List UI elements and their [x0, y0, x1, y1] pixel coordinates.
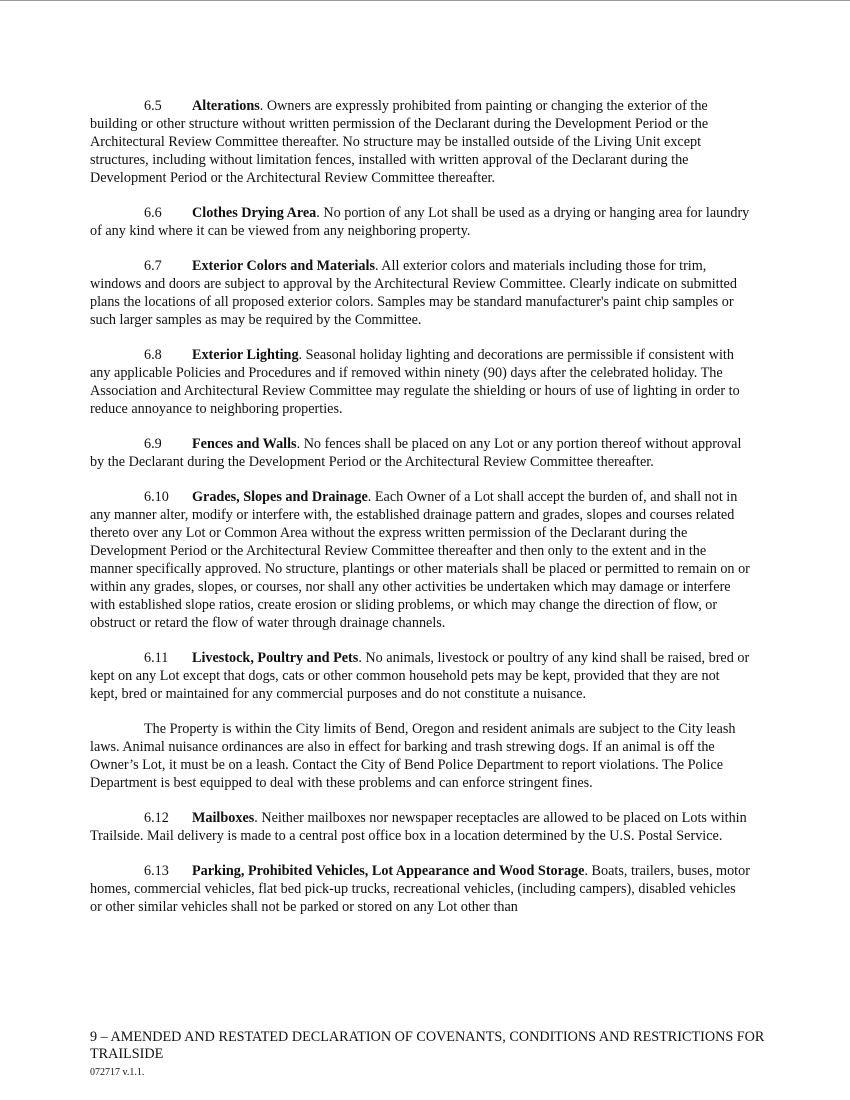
section-6-9: 6.9 Fences and Walls. No fences shall be placed on any Lot or any portion thereof without approval by the Declarant during the Development Period or the Architectural Review Committee thereafter. [90, 436, 742, 470]
section-body: No animals, livestock or poultry of any kind shall be raised, bred or kept on any Lot except that dogs, cats or other common household pets may be kept, provided that they are not kept, bred or maintained for any commercial purposes and do not constitute a nuisance. [90, 650, 750, 702]
section-6-8: 6.8 Exterior Lighting. Seasonal holiday lighting and decorations are permissible if consistent with any applicable Policies and Procedures and if removed within ninety (90) days after the celebrated holiday. The Association and Architectural Review Committee may regulate the shielding or hours of use of lighting in order to reduce annoyance to neighboring properties. [90, 347, 740, 417]
section-body: All exterior colors and materials including those for trim, windows and doors are subject to approval by the Architectural Review Committee. Clearly indicate on submitted plans the locations of all proposed exterior colors. Samples may be standard manufacturer's paint chip samples or such larger samples as may be required by the Committee. [90, 258, 737, 328]
section-number: 6.12 [144, 810, 169, 826]
section-6-13: 6.13 Parking, Prohibited Vehicles, Lot Appearance and Wood Storage. Boats, trailers, buses, motor homes, commercial vehicles, flat bed pick-up trucks, recreational vehicles, (including campers), disabled vehicles or other similar vehicles shall not be parked or stored on any Lot other than [90, 863, 750, 915]
section-heading: Exterior Lighting [192, 347, 299, 363]
section-body: No fences shall be placed on any Lot or any portion thereof without approval by the Declarant during the Development Period or the Architectural Review Committee thereafter. [90, 436, 742, 470]
section-number: 6.10 [144, 489, 169, 505]
section-6-5: 6.5 Alterations. Owners are expressly prohibited from painting or changing the exterior of the building or other structure without written permission of the Declarant during the Development Period or the Architectural Review Committee thereafter. No structure may be installed outside of the Living Unit except structures, including without limitation fences, installed with written approval of the Declarant during the Development Period or the Architectural Review Committee thereafter. [90, 98, 709, 186]
section-number: 6.7 [144, 258, 162, 274]
pets-note-paragraph: The Property is within the City limits of Bend, Oregon and resident animals are subject to the City leash laws. Animal nuisance ordinances are also in effect for barking and trash strewing dogs. If an animal is off the Owner’s Lot, it must be on a leash. Contact the City of Bend Police Department to report violations. The Police Department is best equipped to deal with these problems and can enforce stringent fines. [90, 721, 736, 791]
top-border-line [0, 0, 850, 1]
section-heading: Mailboxes [192, 810, 255, 826]
section-number: 6.5 [144, 98, 162, 114]
section-6-12: 6.12 Mailboxes. Neither mailboxes nor newspaper receptacles are allowed to be placed on Lots within Trailside. Mail delivery is made to a central post office box in a location determined by the U.S. Postal Service. [90, 810, 747, 844]
section-heading: Exterior Colors and Materials [192, 258, 375, 274]
section-heading: Parking, Prohibited Vehicles, Lot Appearance and Wood Storage [192, 863, 585, 879]
section-heading: Fences and Walls [192, 436, 297, 452]
section-body: Each Owner of a Lot shall accept the burden of, and shall not in any manner alter, modify or interfere with, the established drainage pattern and grades, slopes and courses related thereto over any Lot or Common Area without the express written permission of the Declarant during the Development Period or the Architectural Review Committee thereafter and then only to the extent and in the manner specifically approved. No structure, plantings or other materials shall be placed or permitted to remain on or within any grades, slopes, or courses, nor shall any other activities be undertaken which may damage or interfere with established slope ratios, create erosion or sliding problems, or which may change the direction of flow, or obstruct or retard the flow of water through drainage channels. [90, 489, 750, 631]
section-heading: Livestock, Poultry and Pets [192, 650, 359, 666]
footer-version: 072717 v.1.1. [90, 1067, 145, 1078]
page-footer [90, 1029, 770, 1080]
section-number: 6.9 [144, 436, 162, 452]
section-body: Boats, trailers, buses, motor homes, commercial vehicles, flat bed pick-up trucks, recreational vehicles, (including campers), disabled vehicles or other similar vehicles shall not be parked or stored on any Lot other than [90, 863, 750, 915]
section-heading: Clothes Drying Area [192, 205, 317, 221]
section-body: Owners are expressly prohibited from painting or changing the exterior of the building or other structure without written permission of the Declarant during the Development Period or the Architectural Review Committee thereafter. No structure may be installed outside of the Living Unit except structures, including without limitation fences, installed with written approval of the Declarant during the Development Period or the Architectural Review Committee thereafter. [90, 98, 709, 186]
document-page [90, 97, 750, 933]
section-number: 6.13 [144, 863, 169, 879]
section-number: 6.6 [144, 205, 162, 221]
section-6-10: 6.10 Grades, Slopes and Drainage. Each Owner of a Lot shall accept the burden of, and shall not in any manner alter, modify or interfere with, the established drainage pattern and grades, slopes and courses related thereto over any Lot or Common Area without the express written permission of the Declarant during the Development Period or the Architectural Review Committee thereafter and then only to the extent and in the manner specifically approved. No structure, plantings or other materials shall be placed or permitted to remain on or within any grades, slopes, or courses, nor shall any other activities be undertaken which may damage or interfere with established slope ratios, create erosion or sliding problems, or which may change the direction of flow, or obstruct or retard the flow of water through drainage channels. [90, 489, 750, 631]
section-6-11: 6.11 Livestock, Poultry and Pets. No animals, livestock or poultry of any kind shall be raised, bred or kept on any Lot except that dogs, cats or other common household pets may be kept, provided that they are not kept, bred or maintained for any commercial purposes and do not constitute a nuisance. [90, 650, 750, 702]
section-6-6: 6.6 Clothes Drying Area. No portion of any Lot shall be used as a drying or hanging area for laundry of any kind where it can be viewed from any neighboring property. [90, 205, 750, 239]
section-heading: Grades, Slopes and Drainage [192, 489, 368, 505]
section-heading: Alterations [192, 98, 260, 114]
section-body: Seasonal holiday lighting and decorations are permissible if consistent with any applicable Policies and Procedures and if removed within ninety (90) days after the celebrated holiday. The Association and Architectural Review Committee may regulate the shielding or hours of use of lighting in order to reduce annoyance to neighboring properties. [90, 347, 740, 417]
section-number: 6.11 [144, 650, 169, 666]
footer-title: 9 – AMENDED AND RESTATED DECLARATION OF COVENANTS, CONDITIONS AND RESTRICTIONS FOR TRAILSIDE [90, 1029, 765, 1062]
section-body: No portion of any Lot shall be used as a drying or hanging area for laundry of any kind where it can be viewed from any neighboring property. [90, 205, 750, 239]
section-number: 6.8 [144, 347, 162, 363]
section-body: Neither mailboxes nor newspaper receptacles are allowed to be placed on Lots within Trailside. Mail delivery is made to a central post office box in a location determined by the U.S. Postal Service. [90, 810, 747, 844]
section-6-7: 6.7 Exterior Colors and Materials. All exterior colors and materials including those for trim, windows and doors are subject to approval by the Architectural Review Committee. Clearly indicate on submitted plans the locations of all proposed exterior colors. Samples may be standard manufacturer's paint chip samples or such larger samples as may be required by the Committee. [90, 258, 737, 328]
